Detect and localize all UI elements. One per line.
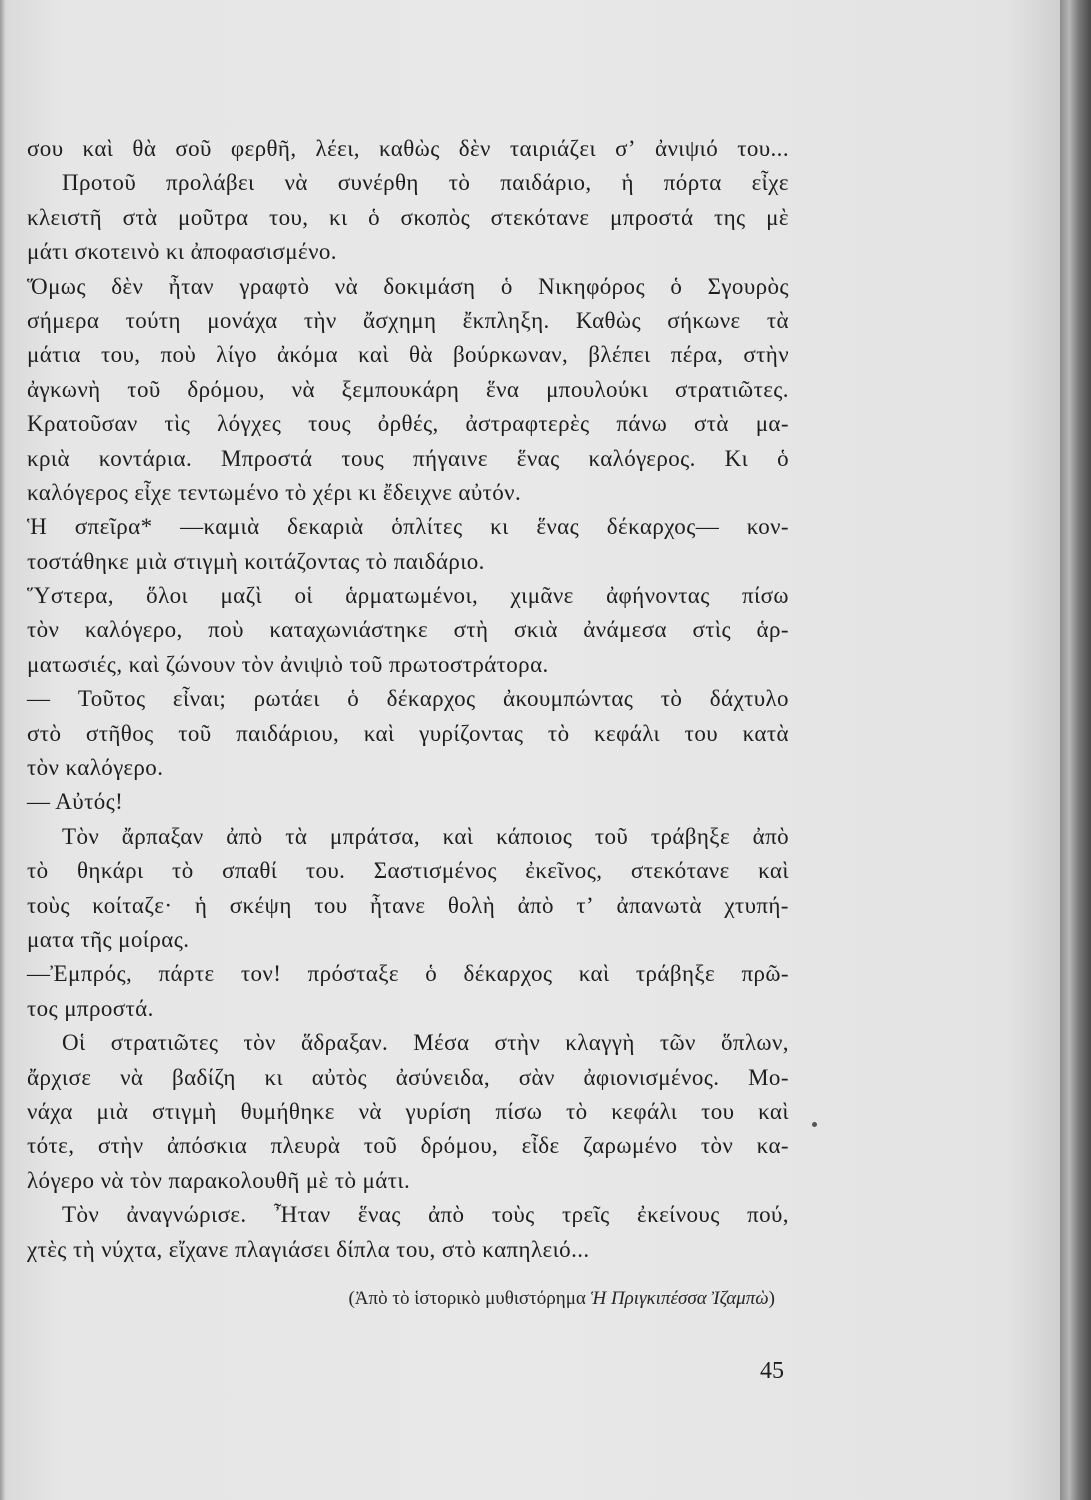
word: μπράτσα, <box>329 823 421 849</box>
word: ἀπόσκια <box>166 1133 248 1159</box>
word: γυρίση <box>405 1098 472 1124</box>
text-line <box>27 889 789 923</box>
text-line <box>27 132 789 166</box>
word: στὸ <box>27 720 62 746</box>
text-line <box>27 407 789 441</box>
text-line <box>27 1198 789 1232</box>
word: δέκαρχος <box>386 686 476 712</box>
word: μοῦτρα <box>178 204 249 230</box>
word: κα- <box>756 1133 789 1159</box>
word: θυμήθηκε <box>240 1098 335 1124</box>
word: στὴ <box>453 617 489 643</box>
word: τράβηξε <box>650 823 731 849</box>
word: ξεμπουκάρη <box>341 376 460 402</box>
word: σκοπὸς <box>400 204 471 230</box>
word: γυρίζοντας <box>419 720 524 746</box>
word: τὸ <box>448 170 471 196</box>
word: τράβηξε <box>635 961 716 987</box>
word: καὶ <box>758 858 789 884</box>
word: καὶ <box>758 1098 789 1124</box>
word: μπουλούκι <box>546 376 649 402</box>
word: τους <box>341 445 385 471</box>
word: δεκαριὰ <box>287 514 364 540</box>
word: νὰ <box>120 1064 144 1090</box>
word: ἡ <box>621 170 634 196</box>
text-line <box>27 717 789 751</box>
word: καὶ <box>363 720 395 746</box>
word: σὰν <box>518 1064 555 1090</box>
word: ἀπὸ <box>517 892 554 918</box>
word: τοῦ <box>178 720 212 746</box>
word: του <box>684 720 719 746</box>
word: σοῦ <box>175 136 212 161</box>
word: στὰ <box>693 411 729 437</box>
word: ὁ <box>347 686 360 712</box>
word: εἶναι; <box>172 686 227 712</box>
text-line <box>27 442 789 476</box>
word: ὁ <box>670 273 683 299</box>
text-line <box>27 854 789 888</box>
word: νὰ <box>334 273 359 299</box>
word: καὶ <box>358 342 389 368</box>
word: σκιὰ <box>513 617 558 643</box>
word: Κρατοῦσαν <box>27 411 138 437</box>
word: σήμερα <box>27 307 100 333</box>
text-line <box>27 579 789 613</box>
text-line <box>27 510 789 544</box>
word: Ὅμως <box>27 273 86 299</box>
word: κοντάρια. <box>98 445 193 471</box>
word: ἀγκωνὴ <box>27 376 101 402</box>
word: ὁ <box>500 273 513 299</box>
word: ὁ <box>368 204 380 230</box>
word: ἕνας <box>536 514 580 540</box>
book-edge-shadow <box>1060 0 1091 1500</box>
word: ποὺ <box>208 617 244 643</box>
word: λόγχες <box>217 411 282 437</box>
word: νάχα <box>27 1098 73 1124</box>
word: κι <box>490 514 509 540</box>
word: της <box>713 204 746 230</box>
word: δέκαρχος <box>463 961 553 987</box>
text-line <box>27 682 789 716</box>
word: τον! <box>240 961 282 987</box>
word: ἀπὸ <box>752 823 789 849</box>
word: ἀσύνειδα, <box>395 1064 491 1090</box>
word: ἄρχισε <box>27 1064 92 1090</box>
word: ταιριάζει <box>509 136 597 161</box>
word: του, <box>268 204 309 230</box>
word: κοίταζε· <box>92 892 173 918</box>
word: μαζὶ <box>220 583 263 609</box>
word: Κι <box>724 445 749 471</box>
word: Τὸν <box>62 1202 100 1228</box>
word: Μέσα <box>413 1030 470 1056</box>
word: συνέρθη <box>337 170 419 196</box>
word: ἄρπαξαν <box>121 823 204 849</box>
word: ἄσχημη <box>362 307 437 333</box>
word: ἔκπληξη. <box>462 307 550 333</box>
text-line <box>27 957 789 991</box>
word: δοκιμάση <box>383 273 476 299</box>
word: ἕνας <box>516 445 560 471</box>
word: στρατιῶτες <box>110 1030 219 1056</box>
word: ἀνάμεσα <box>583 617 667 643</box>
word: σήκωνε <box>667 307 741 333</box>
word: δρόμου, <box>187 376 265 402</box>
word: ἅδραξαν. <box>300 1030 389 1056</box>
word: του. <box>305 858 346 884</box>
word: κον- <box>746 514 789 540</box>
word: ζαρωμένο <box>582 1133 678 1159</box>
word: τὸ <box>547 720 570 746</box>
word: στρατιῶτες. <box>675 376 789 402</box>
word: θὰ <box>132 136 157 161</box>
word: τοῦ <box>127 376 161 402</box>
word: τ’ <box>576 892 595 918</box>
word: καλόγερο, <box>84 617 183 643</box>
word: τοὺς <box>491 1202 535 1228</box>
citation-prefix: (Ἀπὸ τὸ ἱστορικὸ μυθιστόρημα <box>348 1288 591 1309</box>
page-gutter-shadow <box>0 0 6 1500</box>
word: τότε, <box>27 1133 75 1159</box>
word: θηκάρι <box>77 858 144 884</box>
text-line: ματωσιές, καὶ ζώνουν τὸν ἀνιψιὸ τοῦ πρωτοστράτορα. <box>27 651 549 677</box>
word: τοὺς <box>27 892 70 918</box>
word: σ’ <box>615 136 636 161</box>
word: προλάβει <box>166 170 255 196</box>
word: τὸ <box>660 686 683 712</box>
word: καὶ <box>578 961 610 987</box>
word: δέκαρχος— <box>606 514 720 540</box>
word: τρεῖς <box>562 1202 610 1228</box>
word: Οἱ <box>62 1030 86 1056</box>
word: κεφάλι <box>611 1098 678 1124</box>
word: αὐτὸς <box>311 1064 368 1090</box>
word: του <box>701 1098 735 1124</box>
text-line: — Αὐτός! <box>27 789 124 815</box>
word: δάχτυλο <box>709 686 789 712</box>
word: τὸν <box>243 1030 276 1056</box>
word: στιγμὴ <box>152 1098 217 1124</box>
text-line: ματα τῆς μοίρας. <box>27 926 190 952</box>
word: ἕνα <box>486 376 520 402</box>
word: σπεῖρα* <box>74 514 153 540</box>
word: ἀπὸ <box>428 1202 465 1228</box>
word: τὰ <box>766 307 789 333</box>
word: ἁρματωμένοι, <box>345 583 479 609</box>
word: λέει, <box>315 136 360 161</box>
word: Σγουρὸς <box>707 273 789 299</box>
word: κι <box>328 204 348 230</box>
word: καὶ <box>442 823 474 849</box>
word: — <box>27 686 51 712</box>
word: ἐκείνους <box>637 1202 720 1228</box>
word: πρόσταξε <box>307 961 399 987</box>
text-line: λόγερο νὰ τὸν παρακολουθῆ μὲ τὸ μάτι. <box>27 1167 411 1193</box>
word: χιμᾶνε <box>510 583 574 609</box>
word: Σαστισμένος <box>373 858 497 884</box>
word: μάτια <box>27 342 81 368</box>
word: εἶχε <box>751 170 789 196</box>
text-line <box>27 166 789 200</box>
word: παιδάριου, <box>236 720 340 746</box>
word: στὴν <box>494 1030 541 1056</box>
text-line <box>27 304 789 338</box>
word: καταχωνιάστηκε <box>269 617 429 643</box>
word: κλειστῆ <box>27 204 103 230</box>
word: στὴν <box>743 342 789 368</box>
word: κλαγγὴ <box>565 1030 635 1056</box>
word: του... <box>737 136 789 161</box>
word: καλόγερος. <box>588 445 696 471</box>
word: ὀρθές, <box>377 411 439 437</box>
word: ὅλοι <box>146 583 189 609</box>
citation-book-title: Ἡ Πριγκιπέσσα Ἰζαμπὼ <box>590 1288 769 1309</box>
citation-suffix: ) <box>768 1288 775 1309</box>
word: πίσω <box>742 583 789 609</box>
text-line <box>27 613 789 647</box>
word: στεκότανε <box>490 204 590 230</box>
word: μονάχα <box>207 307 278 333</box>
word: ἐκεῖνος, <box>525 858 603 884</box>
word: βλέπει <box>588 342 651 368</box>
word: μπροστά <box>610 204 694 230</box>
word: Ἦταν <box>273 1202 331 1228</box>
word: νὰ <box>358 1098 382 1124</box>
word: τῶν <box>659 1030 696 1056</box>
print-speck <box>812 1122 817 1127</box>
word: στὴν <box>97 1133 144 1159</box>
word: —καμιὰ <box>180 514 260 540</box>
word: ὁ <box>777 445 789 471</box>
word: γραφτὸ <box>239 273 310 299</box>
word: πρῶ- <box>741 961 789 987</box>
word: ὁπλίτες <box>391 514 463 540</box>
word: πόρτα <box>663 170 722 196</box>
word: Νικηφόρος <box>538 273 645 299</box>
text-line <box>27 1129 789 1163</box>
word: σπαθί <box>222 858 278 884</box>
word: ἦταν <box>168 273 214 299</box>
text-line: τὸν καλόγερο. <box>27 755 164 781</box>
word: τὶς <box>164 411 191 437</box>
word: Μο- <box>748 1064 789 1090</box>
word: βούρκωναν, <box>452 342 569 368</box>
word: στὶς <box>692 617 732 643</box>
word: εἶδε <box>521 1133 560 1159</box>
word: οἱ <box>294 583 313 609</box>
word: λίγο <box>216 342 257 368</box>
body-text <box>27 132 789 1267</box>
word: ἀναγνώρισε. <box>126 1202 247 1228</box>
word: βαδίζη <box>171 1064 236 1090</box>
word: ἀκουμπώντας <box>503 686 634 712</box>
word: κάποιος <box>496 823 573 849</box>
word: Καθὼς <box>575 307 641 333</box>
word: τὸ <box>172 858 194 884</box>
word: τὸν <box>700 1133 734 1159</box>
word: θολὴ <box>447 892 496 918</box>
word: πέρα, <box>670 342 724 368</box>
word: Ἡ <box>27 514 48 540</box>
word: πίσω <box>495 1098 543 1124</box>
word: μα- <box>755 411 789 437</box>
text-line: μάτι σκοτεινὸ κι ἀποφασισμένο. <box>27 239 337 265</box>
word: καὶ <box>82 136 114 161</box>
word: τὸ <box>27 858 49 884</box>
text-line <box>27 201 789 235</box>
word: ἀστραφτερὲς <box>465 411 590 437</box>
text-line: τοστάθηκε μιὰ στιγμὴ κοιτάζοντας τὸ παιδάριο. <box>27 548 485 574</box>
source-citation <box>348 1288 775 1310</box>
page-number: 45 <box>760 1358 784 1384</box>
word: ἀπὸ <box>226 823 263 849</box>
word: Προτοῦ <box>62 170 137 196</box>
word: κατὰ <box>742 720 789 746</box>
text-line <box>27 1095 789 1129</box>
word: Μπροστά <box>220 445 313 471</box>
word: νὰ <box>284 170 308 196</box>
word: στὰ <box>122 204 158 230</box>
text-line <box>27 270 789 304</box>
word: μὲ <box>766 204 789 230</box>
text-line: χτὲς τὴ νύχτα, εἴχανε πλαγιάσει δίπλα του, στὸ καπηλειό... <box>27 1236 590 1262</box>
word: χτυπή- <box>724 892 789 918</box>
word: σκέψη <box>229 892 292 918</box>
word: στεκότανε <box>630 858 730 884</box>
word: καθὼς <box>379 136 440 161</box>
word: ὁ <box>425 961 438 987</box>
word: τοῦ <box>594 823 629 849</box>
word: Τὸν <box>62 823 100 849</box>
word: νὰ <box>291 376 315 402</box>
word: ἦτανε <box>370 892 426 918</box>
word: πάρτε <box>158 961 215 987</box>
word: παιδάριο, <box>500 170 592 196</box>
text-line <box>27 338 789 372</box>
text-line <box>27 373 789 407</box>
word: Ὕστερα, <box>27 583 114 609</box>
word: του, <box>100 342 141 368</box>
word: δὲν <box>458 136 491 161</box>
word: τὸ <box>566 1098 588 1124</box>
word: ἁρ- <box>756 617 789 643</box>
word: πλευρὰ <box>270 1133 341 1159</box>
word: ἀφήνοντας <box>606 583 710 609</box>
word: πήγαινε <box>413 445 488 471</box>
word: θὰ <box>409 342 433 368</box>
word: Τοῦτος <box>77 686 146 712</box>
word: κεφάλι <box>594 720 661 746</box>
text-line: τος μπροστά. <box>27 995 154 1021</box>
word: τὴν <box>303 307 337 333</box>
word: ἀκόμα <box>276 342 339 368</box>
word: κριὰ <box>27 445 70 471</box>
word: κι <box>264 1064 284 1090</box>
word: τὸν <box>27 617 60 643</box>
word: πού, <box>747 1202 789 1228</box>
word: δὲν <box>111 273 144 299</box>
word: ἡ <box>194 892 208 918</box>
word: τοῦ <box>363 1133 398 1159</box>
word: ἕνας <box>357 1202 401 1228</box>
word: ἀπανωτὰ <box>616 892 702 918</box>
word: δρόμου, <box>420 1133 499 1159</box>
word: τούτη <box>125 307 181 333</box>
word: —Ἐμπρός, <box>27 961 133 987</box>
word: φερθῆ, <box>230 136 297 161</box>
word: στῆθος <box>85 720 154 746</box>
word: ἀνιψιό <box>655 136 719 161</box>
word: πάνω <box>616 411 668 437</box>
word: ποὺ <box>160 342 197 368</box>
text-line <box>27 1026 789 1060</box>
word: ὅπλων, <box>720 1030 789 1056</box>
word: σου <box>27 136 64 161</box>
word: ἀφιονισμένος. <box>583 1064 720 1090</box>
word: ρωτάει <box>253 686 320 712</box>
word: του <box>314 892 348 918</box>
word: τους <box>308 411 351 437</box>
text-line <box>27 820 789 854</box>
text-line: καλόγερος εἶχε τεντωμένο τὸ χέρι κι ἔδειχνε αὐτόν. <box>27 479 522 505</box>
text-line <box>27 1061 789 1095</box>
word: τὰ <box>285 823 308 849</box>
word: μιὰ <box>96 1098 129 1124</box>
